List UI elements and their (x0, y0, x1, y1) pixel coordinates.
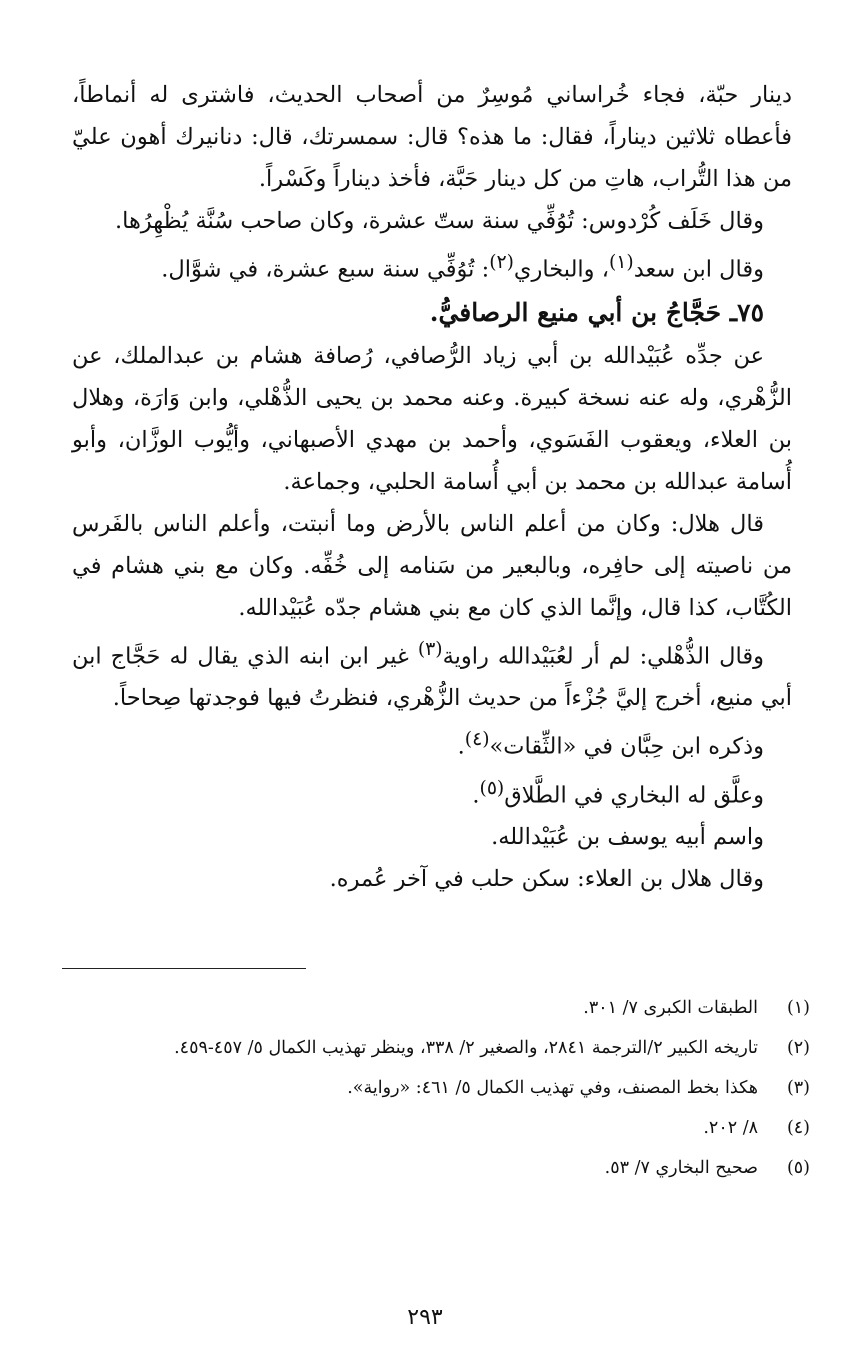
footnote-text: تاريخه الكبير ٢/الترجمة ٢٨٤١، والصغير ٢/ ٣٣٨، وينظر تهذيب الكمال ٥/ ٤٥٧-٤٥٩. (174, 1038, 758, 1058)
paragraph-3-part-b: ، والبخاري (513, 256, 609, 283)
paragraph-8-part-b: . (472, 782, 480, 808)
footnote-text: صحيح البخاري ٧/ ٥٣. (604, 1158, 758, 1178)
footnote-4 (40, 1114, 810, 1142)
paragraph-9: واسم أبيه يوسف بن عُبَيْدالله. (491, 824, 764, 850)
paragraph-8 (72, 768, 792, 817)
footnote-text: هكذا بخط المصنف، وفي تهذيب الكمال ٥/ ٤٦١: «رواية». (347, 1078, 758, 1098)
paragraph-8-part-a: وعلَّق له البخاري في الطَّلاق (504, 782, 764, 808)
paragraph-6-part-b: غير ابن ابنه الذي يقال له حَجَّاج ابن أبي منيع، أخرج إليَّ جُزْءاً من حديث الزُّهْري، فنظرتُ فيها فوجدتها صِحاحاً. (72, 643, 792, 711)
footnotes (40, 994, 810, 1194)
paragraph-4: عن جدِّه عُبَيْدالله بن أبي زياد الرُّصافي، رُصافة هشام بن عبدالملك، عن الزُّهْري، وله عنه نسخة كبيرة. وعنه محمد بن يحيى الذُّهْلي، وابن وَارَة، وهلال بن العلاء، ويعقوب الفَسَوي، وأحمد بن مهدي الأصبهاني، وأيُّوب الوزَّان، وأبو أُسامة عبدالله بن محمد بن أبي أُسامة الحلبي، وجماعة. (72, 342, 792, 495)
footnote-divider (62, 968, 306, 969)
paragraph-7 (72, 719, 792, 768)
paragraph-2: وقال خَلَف كُرْدوس: تُوُفِّي سنة ستّ عشرة، وكان صاحب سُنَّة يُظْهِرُها. (114, 208, 764, 234)
main-text (72, 74, 792, 900)
footnote-text: ٨/ ٢٠٢. (703, 1118, 758, 1138)
entry-heading: ٧٥ـ حَجَّاجُ بن أبي منيع الرصافيُّ. (429, 297, 764, 327)
paragraph-6 (72, 629, 792, 720)
footnote-number: (٣) (786, 1078, 810, 1098)
footnote-2 (40, 1034, 810, 1062)
paragraph-7-part-a: وذكره ابن حِبَّان في «الثِّقات» (489, 733, 764, 760)
footnote-ref-2: (٢) (489, 252, 514, 273)
paragraph-10: وقال هلال بن العلاء: سكن حلب في آخر عُمره. (329, 866, 764, 892)
paragraph-3 (72, 242, 792, 291)
paragraph-1: دينار حبّة، فجاء خُراساني مُوسِرٌ من أصحاب الحديث، فاشترى له أنماطاً، فأعطاه ثلاثين ديناراً، فقال: ما هذه؟ قال: سمسرتك، قال: دنانيرك أهون عليّ من هذا التُّراب، هاتِ من كل دينار حَبَّة، فأخذ ديناراً وكَسْراً. (72, 82, 792, 192)
footnote-1 (40, 994, 810, 1022)
footnote-text: الطبقات الكبرى ٧/ ٣٠١. (583, 998, 758, 1018)
footnote-number: (٢) (786, 1038, 810, 1058)
paragraph-7-part-b: . (457, 733, 465, 760)
footnote-5 (40, 1154, 810, 1182)
paragraph-3-part-c: : تُوُفِّي سنة سبع عشرة، في شوَّال. (161, 256, 490, 283)
footnote-3 (40, 1074, 810, 1102)
footnote-ref-1: (١) (608, 252, 634, 273)
footnote-number: (٤) (786, 1118, 810, 1138)
page-number: ٢٩٣ (407, 1305, 443, 1330)
paragraph-3-part-a: وقال ابن سعد (633, 256, 764, 283)
paragraph-5: قال هلال: وكان من أعلم الناس بالأرض وما أنبتت، وأعلم الناس بالفَرس من ناصيته إلى حافِره، وبالبعير من سَنامه إلى خُفِّه. وكان مع بني هشام في الكُتَّاب، كذا قال، وإنَّما الذي كان مع بني هشام جدّه عُبَيْدالله. (72, 510, 792, 621)
footnote-number: (١) (786, 998, 810, 1018)
footnote-ref-4: (٤) (464, 729, 490, 750)
footnote-number: (٥) (786, 1158, 810, 1178)
paragraph-6-part-a: وقال الذُّهْلي: لم أر لعُبَيْدالله راوية (442, 643, 764, 669)
footnote-ref-3: (٣) (417, 638, 443, 660)
footnote-ref-5: (٥) (479, 777, 505, 799)
